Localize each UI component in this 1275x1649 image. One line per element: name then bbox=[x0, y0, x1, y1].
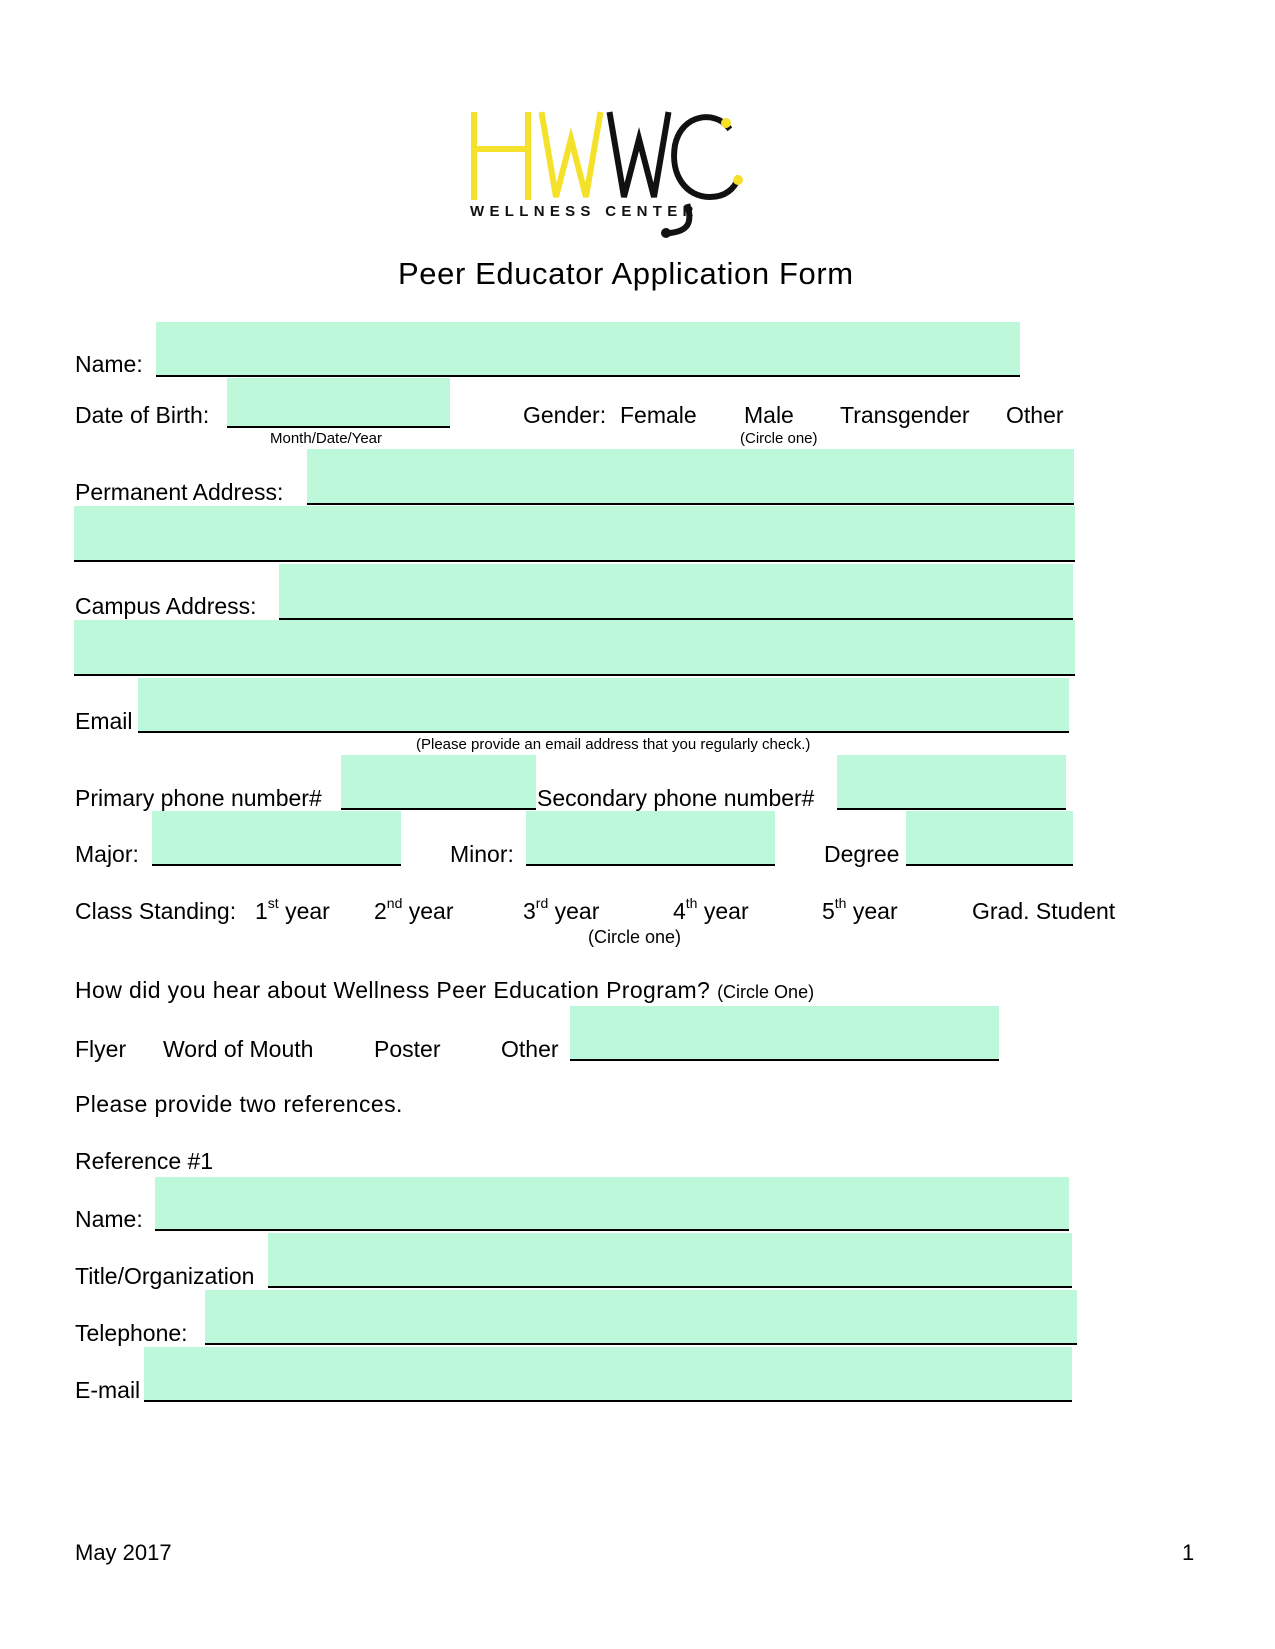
name-label: Name: bbox=[75, 351, 143, 377]
reference1-name-label: Name: bbox=[75, 1206, 143, 1232]
gender-option-transgender[interactable]: Transgender bbox=[840, 402, 970, 428]
hear-question bbox=[75, 977, 814, 1004]
gender-label: Gender: bbox=[523, 402, 607, 428]
campus-address-line1-field[interactable] bbox=[279, 564, 1073, 620]
dob-label: Date of Birth: bbox=[75, 402, 210, 428]
reference1-email-label: E-mail bbox=[75, 1377, 141, 1403]
dob-field[interactable] bbox=[227, 378, 450, 428]
gender-option-female[interactable]: Female bbox=[620, 402, 697, 428]
secondary-phone-field[interactable] bbox=[837, 755, 1066, 810]
email-hint: (Please provide an email address that you regularly check.) bbox=[416, 736, 811, 753]
campus-address-line2-field[interactable] bbox=[74, 620, 1075, 676]
class-option-5th-year[interactable]: 5th year bbox=[822, 895, 898, 924]
secondary-phone-label: Secondary phone number# bbox=[537, 785, 815, 811]
hear-option-poster[interactable]: Poster bbox=[374, 1036, 441, 1062]
class-standing-hint: (Circle one) bbox=[588, 927, 682, 947]
primary-phone-label: Primary phone number# bbox=[75, 785, 322, 811]
class-option-2nd-year[interactable]: 2nd year bbox=[374, 895, 454, 924]
reference1-title-label: Title/Organization bbox=[75, 1263, 255, 1289]
hear-option-word-of-mouth[interactable]: Word of Mouth bbox=[163, 1036, 314, 1062]
class-option-grad-student[interactable]: Grad. Student bbox=[972, 898, 1116, 924]
class-standing-label: Class Standing: bbox=[75, 898, 237, 924]
minor-label: Minor: bbox=[450, 841, 514, 867]
page-number: 1 bbox=[1182, 1540, 1195, 1565]
degree-field[interactable] bbox=[906, 811, 1073, 866]
campus-address-label: Campus Address: bbox=[75, 593, 257, 619]
class-option-1st-year[interactable]: 1st year bbox=[255, 895, 330, 924]
hear-other-field[interactable] bbox=[570, 1006, 999, 1061]
name-field[interactable] bbox=[156, 322, 1020, 377]
reference1-telephone-label: Telephone: bbox=[75, 1320, 188, 1346]
gender-option-male[interactable]: Male bbox=[744, 402, 794, 428]
reference1-heading: Reference #1 bbox=[75, 1148, 214, 1174]
degree-label: Degree bbox=[824, 841, 900, 867]
permanent-address-line2-field[interactable] bbox=[74, 506, 1075, 562]
logo-subtitle: WELLNESS CENTER bbox=[470, 203, 699, 220]
references-prompt: Please provide two references. bbox=[75, 1091, 403, 1117]
minor-field[interactable] bbox=[526, 811, 775, 866]
major-label: Major: bbox=[75, 841, 139, 867]
gender-hint: (Circle one) bbox=[740, 430, 818, 447]
major-field[interactable] bbox=[152, 811, 401, 866]
hear-option-other[interactable]: Other bbox=[501, 1036, 559, 1062]
footer-date: May 2017 bbox=[75, 1540, 172, 1565]
hear-option-flyer[interactable]: Flyer bbox=[75, 1036, 127, 1062]
class-option-4th-year[interactable]: 4th year bbox=[673, 895, 749, 924]
reference1-email-field[interactable] bbox=[144, 1347, 1072, 1402]
wellness-center-logo bbox=[470, 105, 790, 245]
email-label: Email bbox=[75, 708, 133, 734]
reference1-telephone-field[interactable] bbox=[205, 1290, 1077, 1345]
dob-hint: Month/Date/Year bbox=[270, 430, 383, 447]
reference1-name-field[interactable] bbox=[155, 1177, 1069, 1231]
hear-question-hint: (Circle One) bbox=[717, 982, 815, 1002]
reference1-title-field[interactable] bbox=[268, 1233, 1072, 1288]
class-option-3rd-year[interactable]: 3rd year bbox=[523, 895, 600, 924]
logo-graphic bbox=[470, 105, 790, 245]
email-field[interactable] bbox=[138, 678, 1069, 733]
form-title: Peer Educator Application Form bbox=[398, 256, 854, 291]
primary-phone-field[interactable] bbox=[341, 755, 536, 810]
permanent-address-line1-field[interactable] bbox=[307, 449, 1074, 505]
gender-option-other[interactable]: Other bbox=[1006, 402, 1064, 428]
hear-question-text: How did you hear about Wellness Peer Education Program? bbox=[75, 977, 711, 1003]
permanent-address-label: Permanent Address: bbox=[75, 479, 284, 505]
